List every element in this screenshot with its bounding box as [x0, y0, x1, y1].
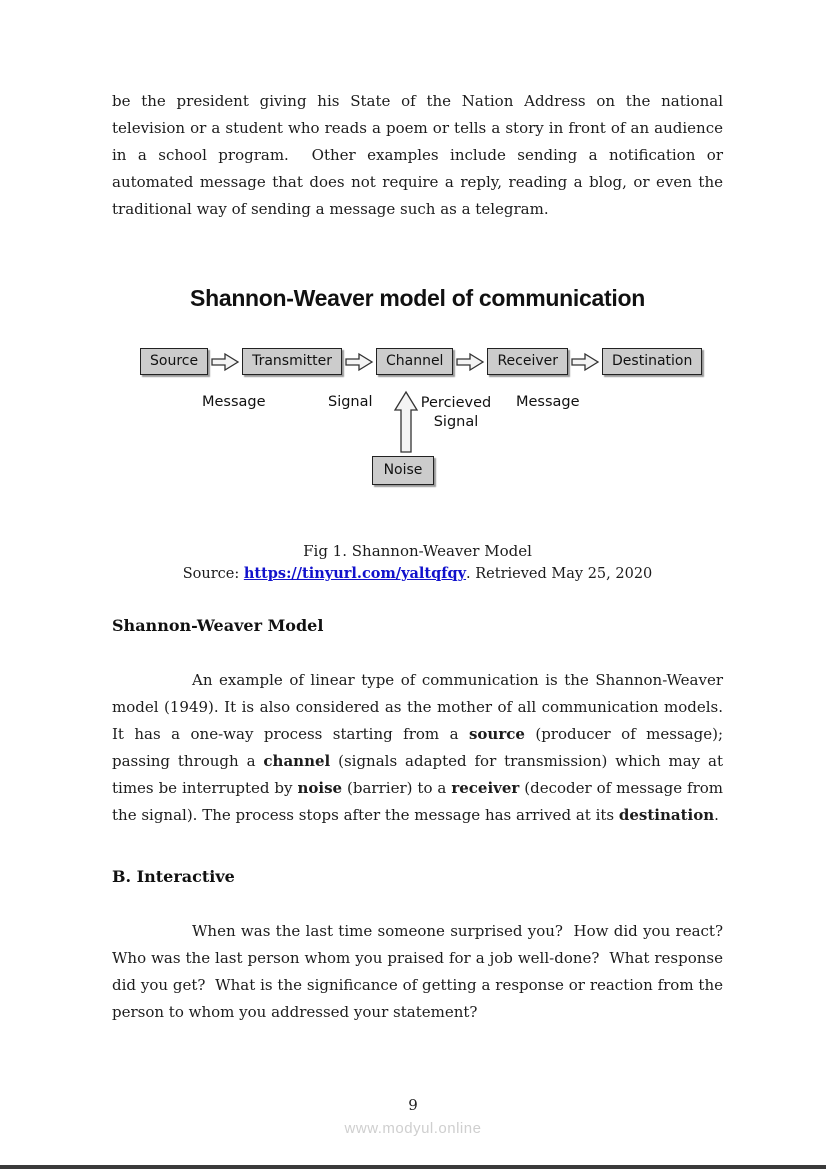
source-suffix: . Retrieved May 25, 2020 — [466, 566, 653, 582]
text-run: (producer of message); passing through a — [112, 725, 728, 770]
diagram-box-transmitter: Transmitter — [242, 348, 342, 375]
text-run: (decoder of message from the signal). The process stops after the message has arrived at its — [112, 779, 728, 824]
flow-label-percieved-line1: Percieved — [420, 395, 492, 411]
shannon-weaver-figure — [112, 285, 723, 498]
diagram-box-channel: Channel — [376, 348, 453, 375]
flow-label-message-1: Message — [202, 394, 266, 410]
page-number: 9 — [408, 1096, 418, 1114]
shannon-weaver-diagram — [112, 348, 723, 498]
text-run: (barrier) to a — [342, 779, 452, 797]
arrow-right-icon — [570, 351, 600, 373]
diagram-box-noise: Noise — [372, 456, 434, 485]
arrow-right-icon — [455, 351, 485, 373]
flow-label-signal: Signal — [328, 394, 373, 410]
text-run: An example of linear type of communication is the Shannon-Weaver model (1949). It is also considered as the mother of all communication models. It has a one-way process starting from a — [112, 671, 728, 743]
section-heading-shannon-weaver: Shannon-Weaver Model — [112, 616, 324, 635]
interactive-paragraph: When was the last time someone surprised you? How did you react? Who was the last person whom you praised for a job well-done? What response did you get? What is the significance of getting a response or reaction from the person to whom you addressed your statement? — [112, 922, 728, 1021]
section-heading-interactive: B. Interactive — [112, 867, 235, 886]
flow-label-message-2: Message — [516, 394, 580, 410]
arrow-right-icon — [210, 351, 240, 373]
bold-term-channel: channel — [263, 752, 331, 770]
bold-term-destination: destination — [618, 806, 715, 824]
diagram-box-row — [140, 348, 702, 375]
figure-title: Shannon-Weaver model of communication — [190, 285, 645, 311]
flow-label-percieved-signal — [410, 394, 502, 432]
watermark: www.modyul.online — [344, 1120, 482, 1137]
text-run: (signals adapted for transmission) which may at times be interrupted by — [112, 752, 728, 797]
bold-term-receiver: receiver — [451, 779, 520, 797]
intro-paragraph: be the president giving his State of the Nation Address on the national television or a student who reads a poem or tells a story in front of an audience in a school program. Other examples include sending a notification or automated message that does not require a reply, reading a blog, or even the traditional way of sending a message such as a telegram. — [112, 92, 728, 218]
diagram-box-destination: Destination — [602, 348, 702, 375]
diagram-box-receiver: Receiver — [487, 348, 568, 375]
bottom-edge — [0, 1165, 826, 1169]
figure-caption: Fig 1. Shannon-Weaver Model — [303, 542, 532, 560]
shannon-paragraph — [112, 667, 728, 829]
flow-label-percieved-line2: Signal — [433, 414, 479, 430]
source-prefix: Source: — [182, 566, 244, 582]
diagram-box-source: Source — [140, 348, 208, 375]
arrow-right-icon — [344, 351, 374, 373]
bold-term-noise: noise — [297, 779, 343, 797]
arrow-up-icon — [393, 390, 419, 454]
figure-source — [112, 565, 723, 582]
bold-term-source: source — [468, 725, 525, 743]
source-link[interactable]: https://tinyurl.com/yaltqfqy — [243, 565, 467, 582]
text-run: . — [714, 806, 719, 824]
